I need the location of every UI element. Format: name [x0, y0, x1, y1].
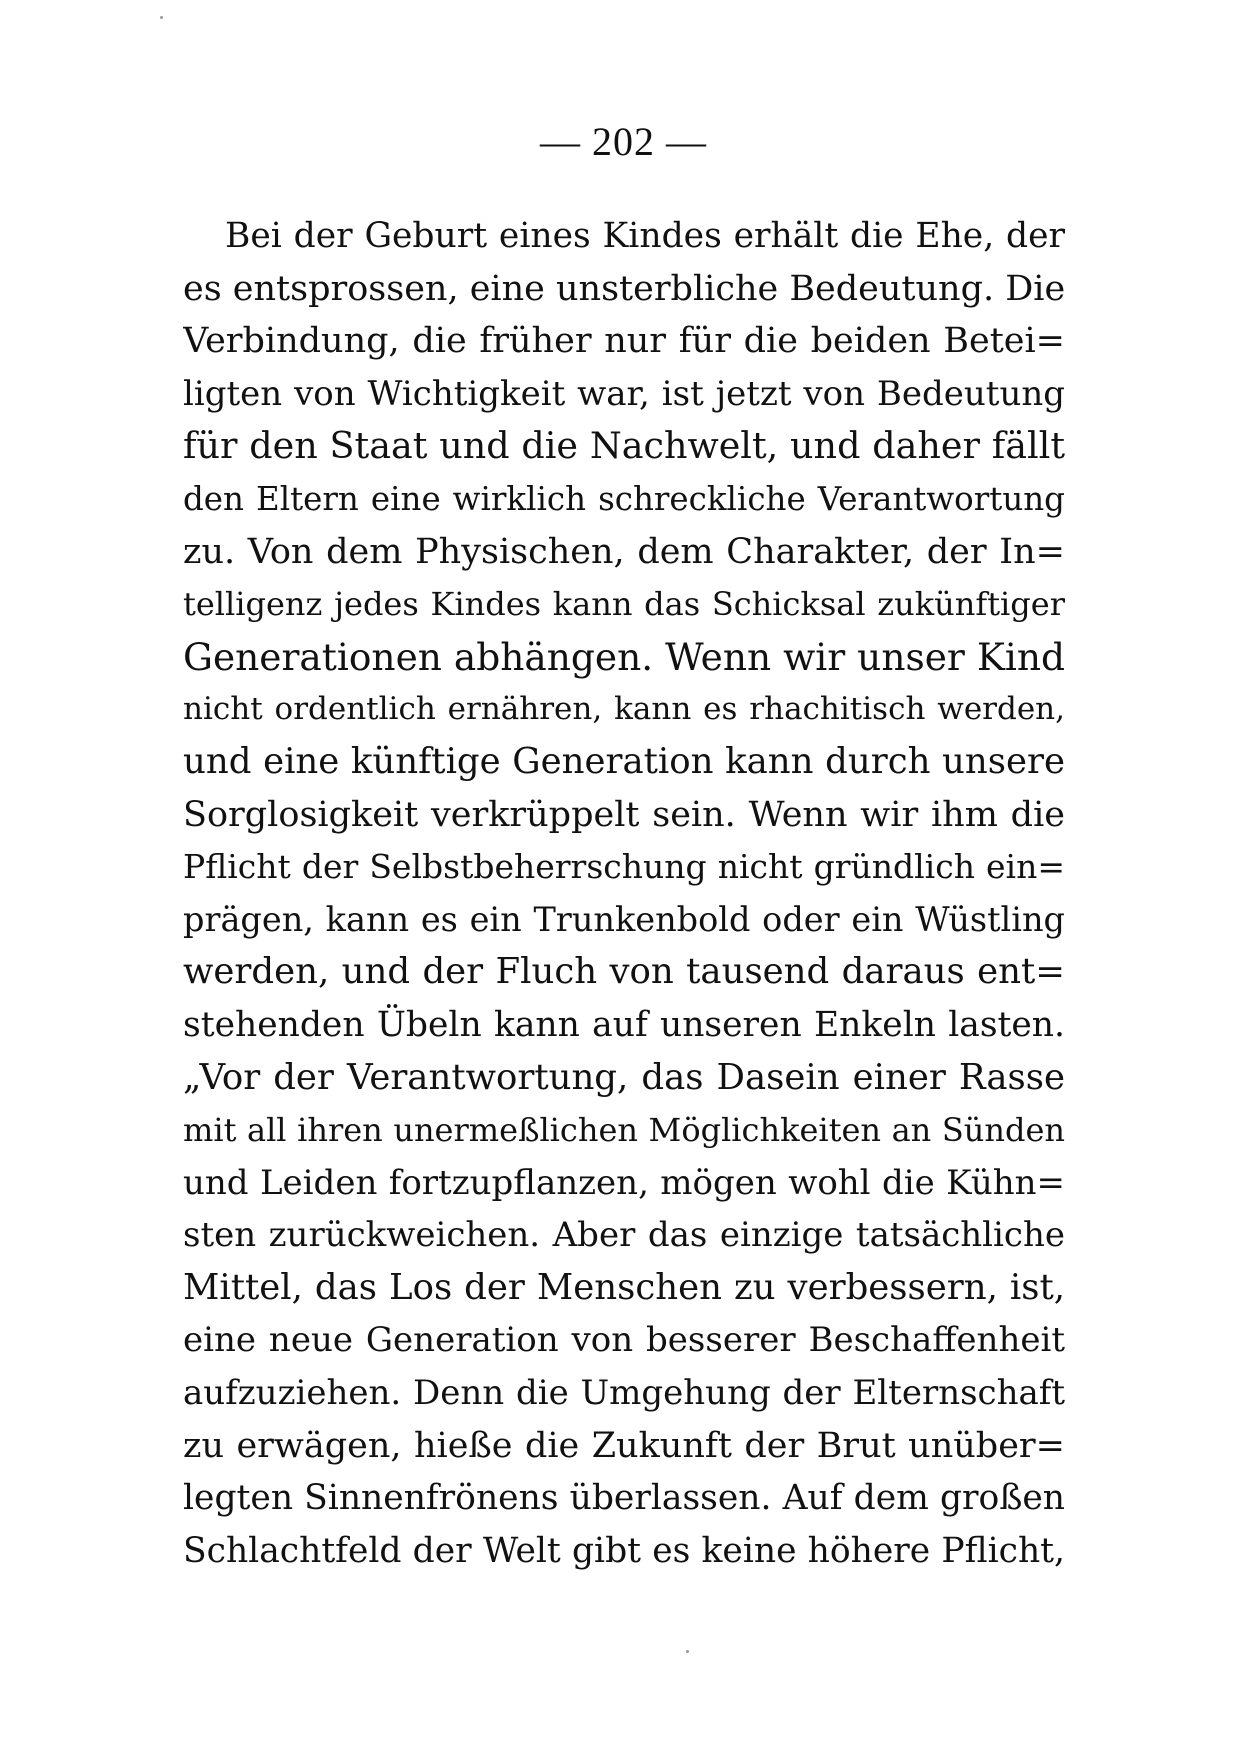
page-number: — 202 — [540, 119, 707, 164]
text-line: werden, und der Fluch von tausend daraus ent= [183, 951, 1065, 993]
text-line: eine neue Generation von besserer Beschaffenheit [183, 1320, 1065, 1361]
text-line: Sorglosigkeit verkrüppelt sein. Wenn wir ihm die [183, 794, 1065, 835]
text-line: stehenden Übeln kann auf unseren Enkeln lasten. [183, 1004, 1065, 1045]
text-line: mit all ihren unermeßlichen Möglichkeiten an Sünden [183, 1111, 1065, 1150]
text-line: es entsprossen, eine unsterbliche Bedeutung. Die [183, 268, 1065, 309]
paper-speck [160, 16, 163, 19]
text-line: den Eltern eine wirklich schreckliche Verantwortung [183, 479, 1065, 518]
text-line: Schlachtfeld der Welt gibt es keine höhere Pflicht, [183, 1530, 1065, 1571]
text-line: zu erwägen, hieße die Zukunft der Brut unüber= [183, 1425, 1065, 1466]
paper-speck [686, 1650, 689, 1653]
text-line: aufzuziehen. Denn die Umgehung der Elternschaft [183, 1373, 1065, 1414]
text-line: und eine künftige Generation kann durch unsere [183, 740, 1065, 782]
body-text [183, 210, 1065, 1577]
text-line: für den Staat und die Nachwelt, und daher fällt [183, 424, 1065, 468]
text-line: „Vor der Verantwortung, das Dasein einer Rasse [183, 1056, 1065, 1098]
text-line: zu. Von dem Physischen, dem Charakter, der In= [183, 531, 1065, 572]
text-line: telligenz jedes Kindes kann das Schicksal zukünftiger [183, 585, 1065, 624]
text-line: Verbindung, die früher nur für die beiden Betei= [183, 321, 1065, 362]
text-line: sten zurückweichen. Aber das einzige tatsächliche [183, 1215, 1065, 1256]
text-line: Generationen abhängen. Wenn wir unser Kind [183, 634, 1065, 679]
text-line: Bei der Geburt eines Kindes erhält die Ehe, der [225, 216, 1065, 256]
text-line: prägen, kann es ein Trunkenbold oder ein Wüstling [183, 899, 1065, 939]
text-line: Mittel, das Los der Menschen zu verbessern, ist, [183, 1266, 1065, 1308]
text-line: legten Sinnenfrönens überlassen. Auf dem großen [183, 1478, 1065, 1519]
text-line: ligten von Wichtigkeit war, ist jetzt von Bedeutung [183, 373, 1065, 414]
text-line: Pflicht der Selbstbeherrschung nicht gründlich ein= [183, 847, 1065, 887]
text-line: und Leiden fortzupflanzen, mögen wohl die Kühn= [183, 1162, 1065, 1203]
text-line: nicht ordentlich ernähren, kann es rhachitisch werden, [183, 691, 1065, 728]
